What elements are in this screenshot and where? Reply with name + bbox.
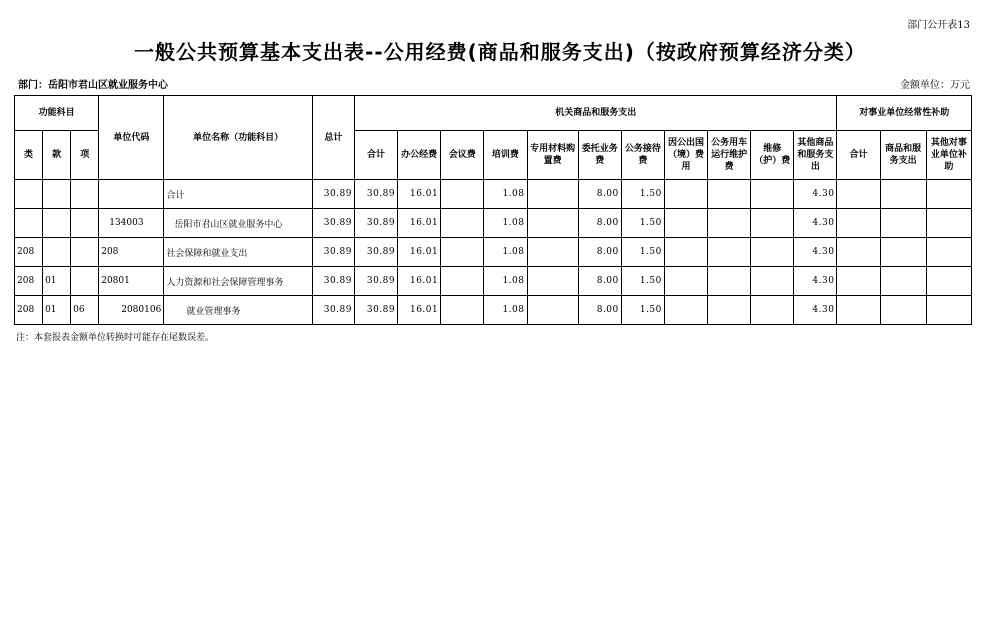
cell-amount xyxy=(441,238,484,267)
table-row xyxy=(15,209,972,238)
cell-subsidy-amount xyxy=(926,296,971,325)
cell-amount xyxy=(751,296,794,325)
cell-kuan: 01 xyxy=(43,267,71,296)
header-unit-name: 单位名称（功能科目） xyxy=(164,96,312,180)
table-row xyxy=(15,238,972,267)
cell-subsidy-amount xyxy=(880,238,926,267)
cell-subsidy-amount xyxy=(837,209,880,238)
cell-lei xyxy=(15,180,43,209)
header-subsidy: 对事业单位经常性补助 xyxy=(837,96,972,131)
cell-amount: 4.30 xyxy=(794,180,837,209)
cell-amount: 1.08 xyxy=(484,296,527,325)
cell-amount xyxy=(708,238,751,267)
cell-total: 30.89 xyxy=(312,180,354,209)
table-row xyxy=(15,296,972,325)
cell-total: 30.89 xyxy=(312,267,354,296)
cell-amount: 1.50 xyxy=(621,296,664,325)
cell-amount: 30.89 xyxy=(355,209,398,238)
cell-amount: 30.89 xyxy=(355,180,398,209)
form-number: 部门公开表13 xyxy=(907,20,970,31)
cell-amount: 16.01 xyxy=(398,180,441,209)
cell-amount: 1.50 xyxy=(621,267,664,296)
header-col: 专用材料购置费 xyxy=(527,131,578,180)
header-col: 会议费 xyxy=(441,131,484,180)
header-total: 总计 xyxy=(312,96,354,180)
department-label: 部门：岳阳市君山区就业服务中心 xyxy=(18,80,168,91)
cell-subsidy-amount xyxy=(880,296,926,325)
cell-amount xyxy=(751,238,794,267)
cell-amount: 8.00 xyxy=(578,209,621,238)
header-lei: 类 xyxy=(15,131,43,180)
cell-amount: 1.50 xyxy=(621,238,664,267)
cell-amount xyxy=(441,209,484,238)
cell-amount: 1.08 xyxy=(484,267,527,296)
cell-unit-name: 岳阳市君山区就业服务中心 xyxy=(164,209,312,238)
cell-subsidy-amount xyxy=(880,209,926,238)
cell-amount xyxy=(751,180,794,209)
amount-unit-label: 金额单位：万元 xyxy=(900,80,970,91)
cell-amount: 30.89 xyxy=(355,296,398,325)
cell-unit-code: 134003 xyxy=(99,209,164,238)
cell-unit-name: 人力资源和社会保障管理事务 xyxy=(164,267,312,296)
cell-kuan xyxy=(43,209,71,238)
cell-amount: 1.08 xyxy=(484,180,527,209)
cell-amount xyxy=(751,209,794,238)
cell-xiang: 06 xyxy=(71,296,99,325)
header-col: 公务用车运行维护费 xyxy=(708,131,751,180)
cell-xiang xyxy=(71,180,99,209)
cell-unit-name: 就业管理事务 xyxy=(164,296,312,325)
cell-subsidy-amount xyxy=(837,296,880,325)
cell-lei: 208 xyxy=(15,296,43,325)
budget-table xyxy=(14,95,972,325)
table-row xyxy=(15,180,972,209)
cell-amount xyxy=(441,180,484,209)
cell-subsidy-amount xyxy=(837,180,880,209)
cell-amount xyxy=(527,267,578,296)
table-row xyxy=(15,267,972,296)
cell-amount: 4.30 xyxy=(794,238,837,267)
header-col: 维修（护）费 xyxy=(751,131,794,180)
cell-amount: 16.01 xyxy=(398,267,441,296)
cell-amount: 30.89 xyxy=(355,238,398,267)
header-col: 其他商品和服务支出 xyxy=(794,131,837,180)
cell-amount xyxy=(441,296,484,325)
cell-unit-code xyxy=(99,180,164,209)
header-kuan: 款 xyxy=(43,131,71,180)
cell-kuan xyxy=(43,180,71,209)
header-agency-goods: 机关商品和服务支出 xyxy=(355,96,837,131)
cell-subsidy-amount xyxy=(880,180,926,209)
cell-amount: 16.01 xyxy=(398,238,441,267)
cell-amount xyxy=(708,209,751,238)
cell-unit-code: 2080106 xyxy=(99,296,164,325)
cell-amount: 8.00 xyxy=(578,267,621,296)
cell-xiang xyxy=(71,238,99,267)
cell-subsidy-amount xyxy=(926,238,971,267)
cell-total: 30.89 xyxy=(312,296,354,325)
cell-kuan xyxy=(43,238,71,267)
cell-total: 30.89 xyxy=(312,209,354,238)
cell-amount xyxy=(708,296,751,325)
cell-amount: 8.00 xyxy=(578,238,621,267)
cell-amount xyxy=(527,180,578,209)
cell-amount: 4.30 xyxy=(794,267,837,296)
cell-subsidy-amount xyxy=(880,267,926,296)
cell-amount xyxy=(664,296,707,325)
cell-amount: 4.30 xyxy=(794,296,837,325)
header-col: 培训费 xyxy=(484,131,527,180)
cell-lei: 208 xyxy=(15,267,43,296)
cell-amount: 8.00 xyxy=(578,296,621,325)
cell-amount xyxy=(708,180,751,209)
header-sub-col: 其他对事业单位补助 xyxy=(926,131,971,180)
page-title: 一般公共预算基本支出表--公用经费(商品和服务支出)（按政府预算经济分类） xyxy=(134,40,866,64)
cell-lei xyxy=(15,209,43,238)
cell-amount: 4.30 xyxy=(794,209,837,238)
cell-amount: 1.50 xyxy=(621,209,664,238)
cell-amount: 8.00 xyxy=(578,180,621,209)
cell-amount: 16.01 xyxy=(398,209,441,238)
cell-amount xyxy=(664,180,707,209)
cell-amount xyxy=(527,296,578,325)
cell-lei: 208 xyxy=(15,238,43,267)
cell-amount xyxy=(664,238,707,267)
cell-subsidy-amount xyxy=(926,209,971,238)
header-sub-col: 合计 xyxy=(837,131,880,180)
cell-total: 30.89 xyxy=(312,238,354,267)
footnote: 注：本套报表金额单位转换时可能存在尾数误差。 xyxy=(16,333,215,343)
cell-unit-name: 合计 xyxy=(164,180,312,209)
header-sub-col: 商品和服务支出 xyxy=(880,131,926,180)
cell-amount xyxy=(664,209,707,238)
cell-amount xyxy=(664,267,707,296)
cell-subsidy-amount xyxy=(926,267,971,296)
cell-kuan: 01 xyxy=(43,296,71,325)
cell-subsidy-amount xyxy=(837,267,880,296)
cell-amount: 16.01 xyxy=(398,296,441,325)
cell-amount xyxy=(527,238,578,267)
cell-amount: 1.08 xyxy=(484,238,527,267)
cell-amount xyxy=(527,209,578,238)
cell-amount: 30.89 xyxy=(355,267,398,296)
header-col: 因公出国（境）费用 xyxy=(664,131,707,180)
header-col: 公务接待费 xyxy=(621,131,664,180)
cell-unit-code: 20801 xyxy=(99,267,164,296)
header-unit-code: 单位代码 xyxy=(99,96,164,180)
cell-xiang xyxy=(71,209,99,238)
header-func-subject: 功能科目 xyxy=(15,96,99,131)
cell-xiang xyxy=(71,267,99,296)
cell-subsidy-amount xyxy=(837,238,880,267)
header-col: 办公经费 xyxy=(398,131,441,180)
cell-amount: 1.50 xyxy=(621,180,664,209)
cell-unit-code: 208 xyxy=(99,238,164,267)
header-xiang: 项 xyxy=(71,131,99,180)
cell-amount xyxy=(751,267,794,296)
cell-amount: 1.08 xyxy=(484,209,527,238)
header-col: 合计 xyxy=(355,131,398,180)
cell-amount xyxy=(708,267,751,296)
cell-subsidy-amount xyxy=(926,180,971,209)
header-col: 委托业务费 xyxy=(578,131,621,180)
cell-amount xyxy=(441,267,484,296)
cell-unit-name: 社会保障和就业支出 xyxy=(164,238,312,267)
